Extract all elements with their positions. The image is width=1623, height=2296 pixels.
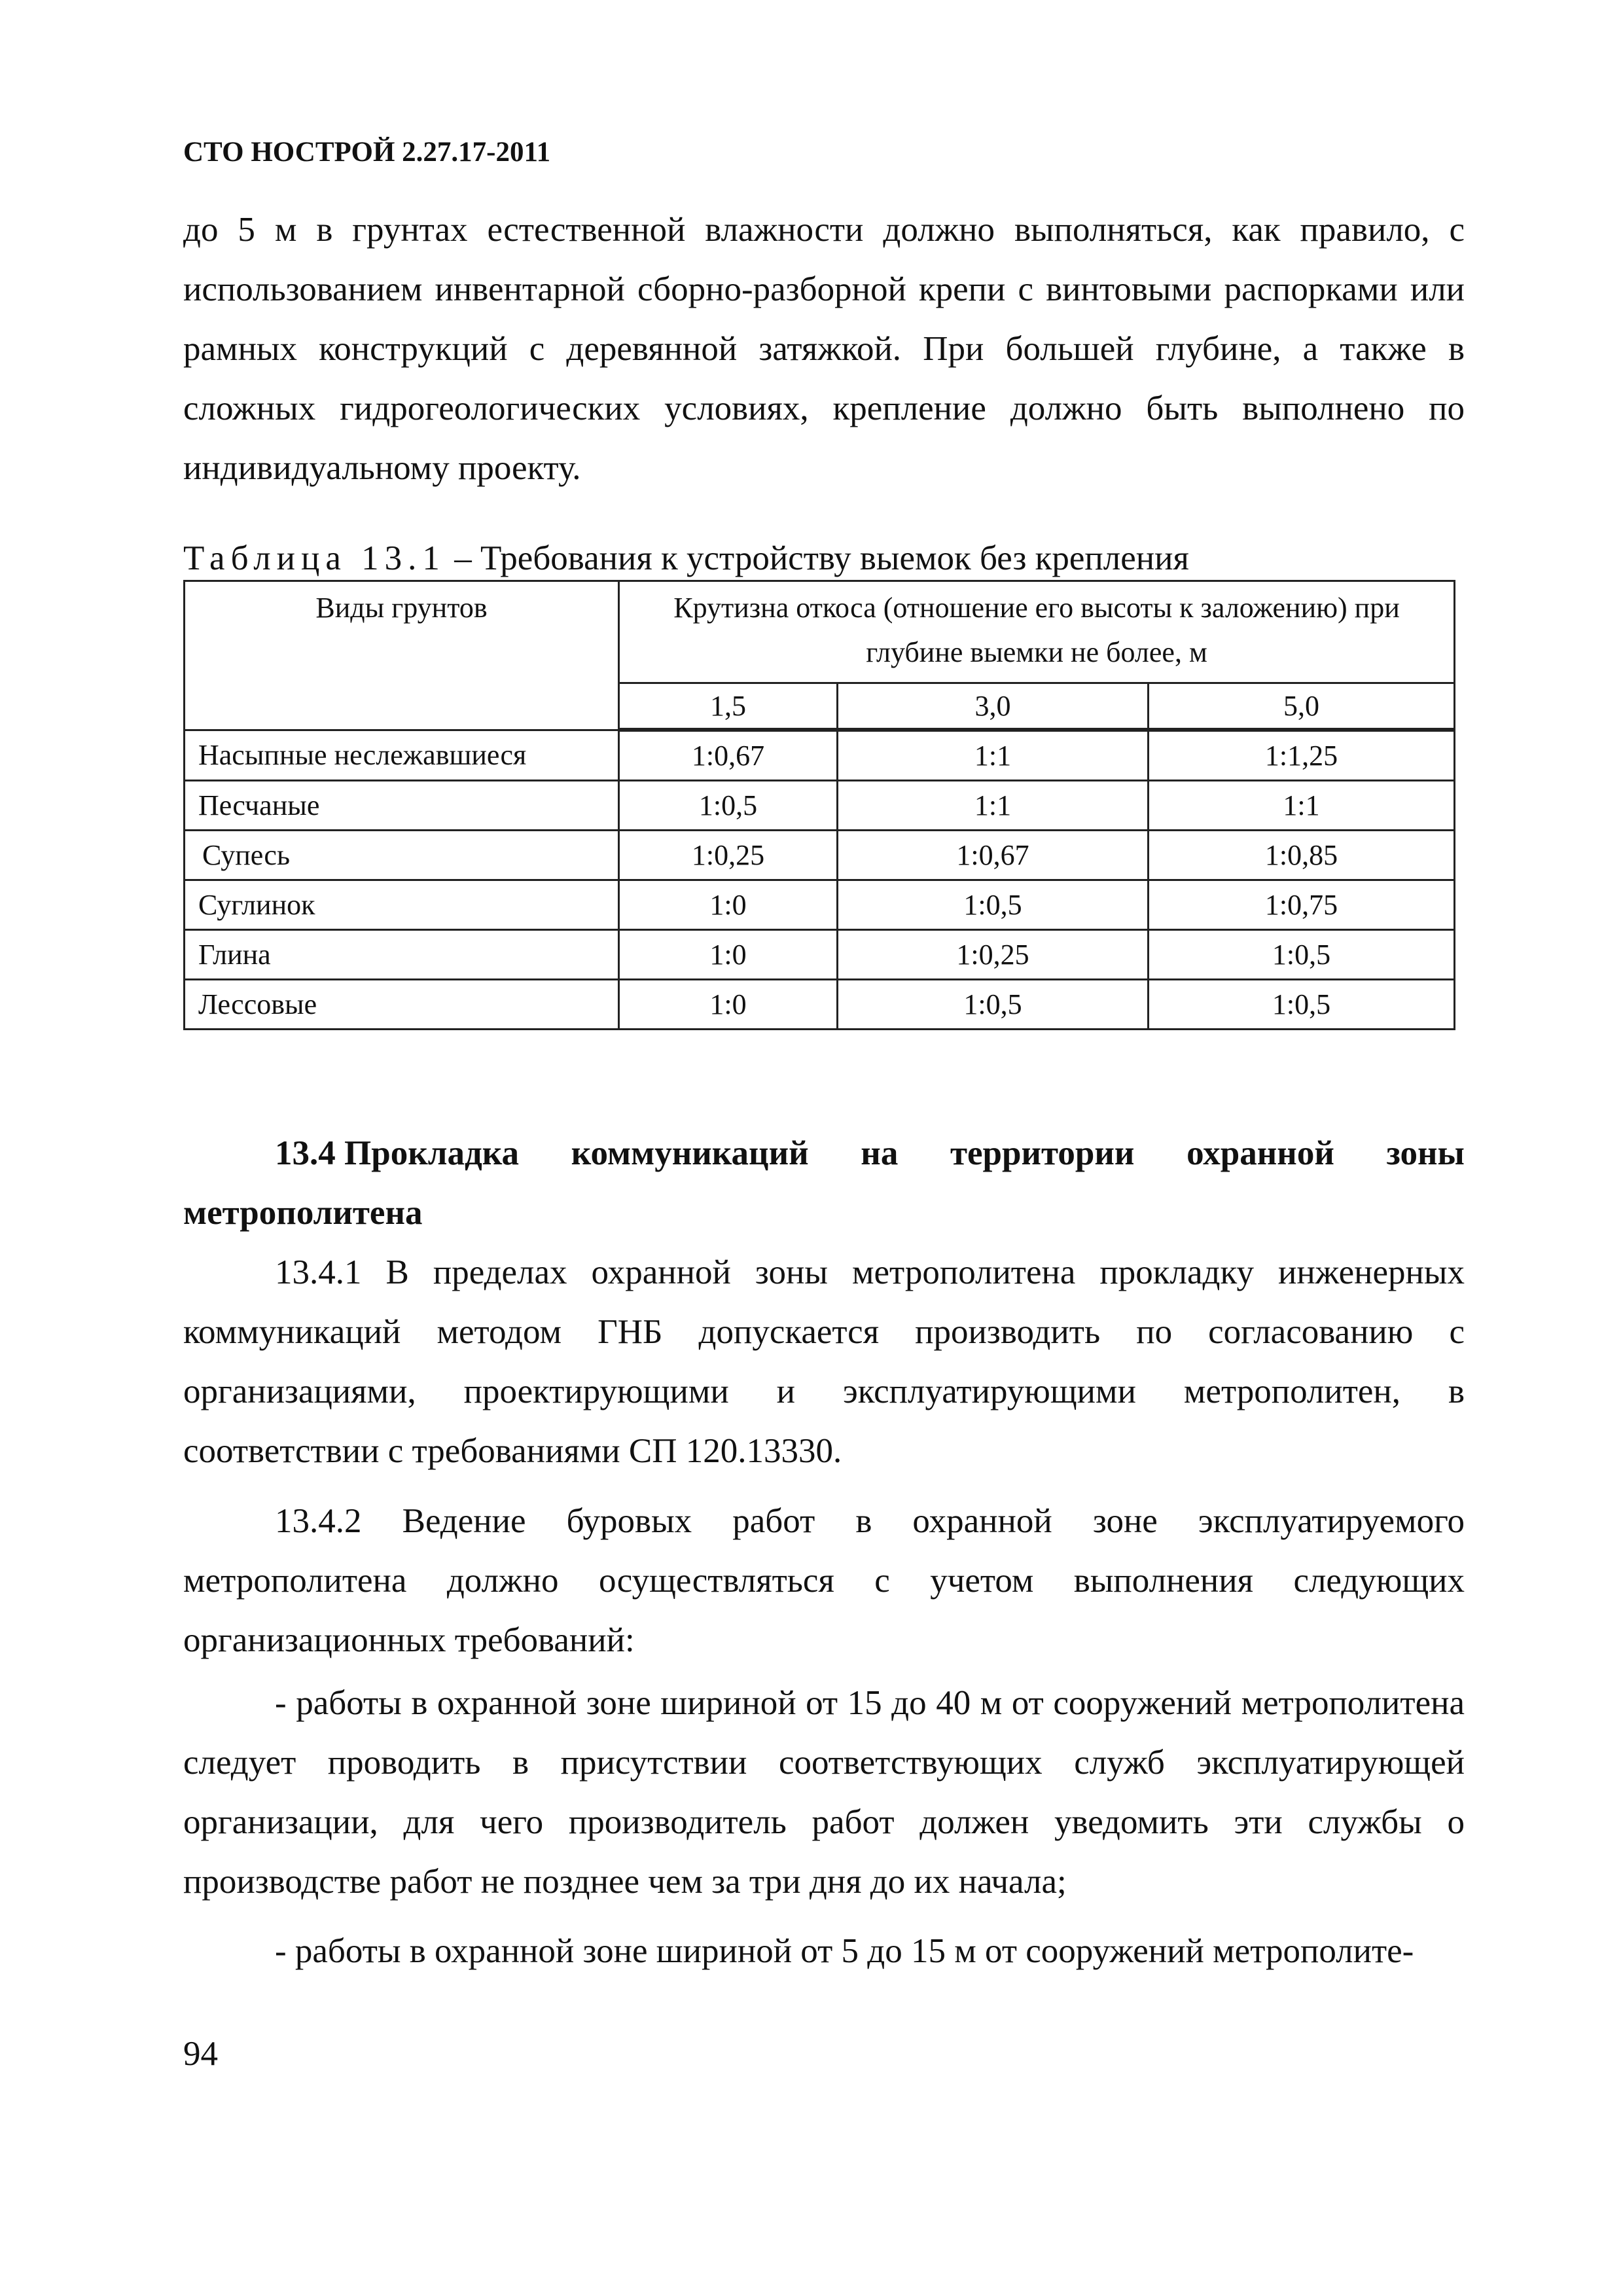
soil-type-cell: Суглинок — [185, 880, 619, 930]
column-header-slope-group: Крутизна откоса (отношение его высоты к заложению) при глубине выемки не более, м — [619, 581, 1455, 683]
section-heading-word: территории — [950, 1134, 1135, 1172]
slope-cell: 1:1,25 — [1149, 730, 1455, 781]
slope-cell: 1:0,5 — [619, 781, 838, 831]
paragraph-13-4-1: 13.4.1 В пределах охранной зоны метрополитена прокладку инженерных коммуникаций методом ГНБ допускается производить по согласованию с организациями, проектирующими и эксплуатирующими метрополитен, в соответствии с требованиями СП 120.13330. — [183, 1253, 1465, 1470]
section-heading-word: на — [861, 1134, 899, 1172]
slope-cell: 1:0,85 — [1149, 831, 1455, 880]
table-row — [185, 980, 1455, 1030]
table-caption-label: Таблица 13.1 — [183, 539, 446, 577]
slope-cell: 1:1 — [1149, 781, 1455, 831]
slope-cell: 1:0,67 — [838, 831, 1149, 880]
slope-cell: 1:0 — [619, 980, 838, 1030]
slope-cell: 1:0,5 — [838, 980, 1149, 1030]
document-header: СТО НОСТРОЙ 2.27.17-2011 — [183, 137, 551, 168]
soil-type-cell: Лессовые — [185, 980, 619, 1030]
table-caption — [183, 537, 1189, 579]
section-heading-word: коммуникаций — [571, 1134, 809, 1172]
soil-type-cell: Супесь — [185, 831, 619, 880]
table-row — [185, 880, 1455, 930]
column-header-depth: 1,5 — [619, 683, 838, 730]
page-number: 94 — [183, 2035, 218, 2073]
slope-cell: 1:0,5 — [838, 880, 1149, 930]
table-row — [185, 831, 1455, 880]
table-row — [185, 930, 1455, 980]
slope-requirements-table — [183, 580, 1455, 1030]
column-header-soil-types: Виды грунтов — [185, 581, 619, 730]
column-header-depth: 3,0 — [838, 683, 1149, 730]
slope-cell: 1:0 — [619, 930, 838, 980]
soil-type-cell: Насыпные неслежавшиеся — [185, 730, 619, 781]
slope-cell: 1:0,75 — [1149, 880, 1455, 930]
section-heading-number-word — [275, 1124, 519, 1183]
slope-cell: 1:0,25 — [838, 930, 1149, 980]
section-number: 13.4 — [275, 1134, 336, 1172]
table-row — [185, 730, 1455, 781]
section-heading-word: Прокладка — [344, 1134, 520, 1172]
slope-cell: 1:0,5 — [1149, 980, 1455, 1030]
slope-cell: 1:0,67 — [619, 730, 838, 781]
slope-cell: 1:0,5 — [1149, 930, 1455, 980]
section-heading-word: зоны — [1386, 1134, 1465, 1172]
soil-type-cell: Песчаные — [185, 781, 619, 831]
section-heading-word: охранной — [1186, 1134, 1334, 1172]
section-heading — [183, 1124, 1465, 1243]
list-item: - работы в охранной зоне шириной от 5 до 15 м от сооружений метрополите- — [275, 1932, 1414, 1970]
column-header-depth: 5,0 — [1149, 683, 1455, 730]
paragraph-13-4-2: 13.4.2 Ведение буровых работ в охранной зоне эксплуатируемого метрополитена должно осуществляться с учетом выполнения следующих организационных требований: — [183, 1502, 1465, 1659]
slope-cell: 1:1 — [838, 730, 1149, 781]
table-row — [185, 781, 1455, 831]
table-caption-text: – Требования к устройству выемок без крепления — [445, 539, 1189, 577]
slope-cell: 1:0,25 — [619, 831, 838, 880]
soil-type-cell: Глина — [185, 930, 619, 980]
list-item: - работы в охранной зоне шириной от 15 до 40 м от сооружений метрополитена следует проводить в присутствии соответствующих служб эксплуатирующей организации, для чего производитель работ должен уведомить эти службы о производстве работ не позднее чем за три дня до их начала; — [183, 1684, 1465, 1901]
slope-cell: 1:0 — [619, 880, 838, 930]
section-heading-last-word: метрополитена — [183, 1194, 423, 1232]
slope-cell: 1:1 — [838, 781, 1149, 831]
continued-paragraph: до 5 м в грунтах естественной влажности должно выполняться, как правило, с использованием инвентарной сборно-разборной крепи с винтовыми распорками или рамных конструкций с деревянной затяжкой. При большей глубине, а также в сложных гидрогеологических условиях, крепление должно быть выполнено по индивидуальному проекту. — [183, 211, 1465, 487]
